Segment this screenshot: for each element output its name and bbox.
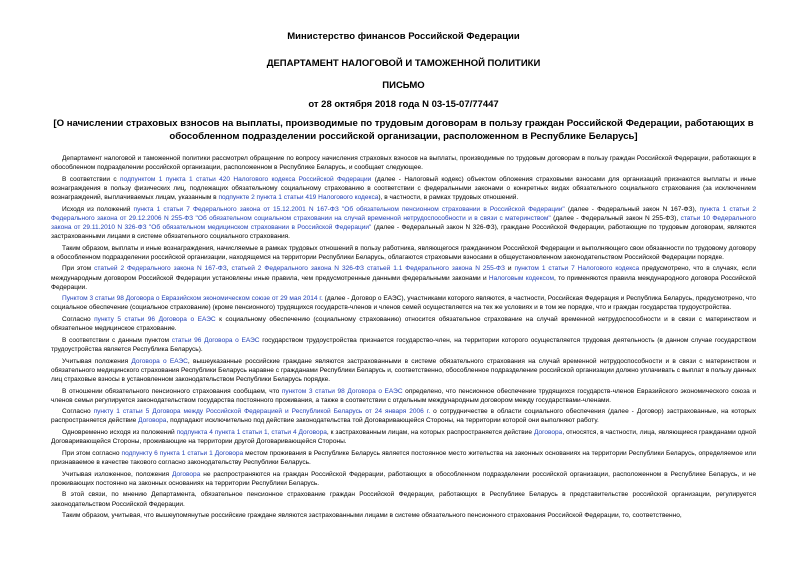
- body-paragraph: [51, 154, 756, 172]
- paragraph-text: Исходя из положений: [62, 205, 134, 213]
- paragraph-text: В соответствии с: [62, 175, 121, 183]
- document-type: ПИСЬМО: [382, 80, 425, 91]
- legal-reference-link[interactable]: Пунктом 3 статьи 98 Договора о Евразийском экономическом союзе от 29 мая 2014 г.: [62, 295, 323, 303]
- document-subject: [О начислении страховых взносов на выплаты, производимые по трудовым договорам в пользу граждан Российской Федерации, работающих в обособленном подразделении российской организации, расположенном в Республике Беларусь]: [53, 118, 754, 142]
- paragraph-text: , то применяются правила международного договора Российской Федерации.: [51, 274, 756, 291]
- paragraph-text: , относятся, в частности, лица, являющиеся гражданами одной Договаривающейся Стороны, проживающие на территории другой Договаривающейся Стороны.: [51, 429, 756, 446]
- document-body: [51, 154, 756, 523]
- paragraph-text: , вышеуказанные российские граждане являются застрахованными в системе обязательного страхования на случай временной нетрудоспособности и в связи с материнством и обязательного медицинского страхования Республики Беларусь наравне с гражданами Республики Беларусь и, соответственно, обособленное подразделение российской организации должно уплачивать с выплат в пользу данных лиц страховые взносы в установленном законодательством Республики Беларусь порядке.: [51, 357, 756, 383]
- paragraph-text: Учитывая положения: [62, 357, 132, 365]
- legal-reference-link[interactable]: статьей 1.1 Федерального закона N 255-ФЗ: [366, 265, 505, 273]
- body-paragraph: [51, 175, 756, 202]
- paragraph-text: государством трудоустройства признается государство-член, на территории которого осуществляется трудовая деятельность (в данном случае государством трудоустройства является Республика Беларусь).: [51, 336, 756, 353]
- legal-reference-link[interactable]: пунктом 1 статьи 7 Налогового кодекса: [514, 265, 640, 273]
- body-paragraph: [51, 470, 756, 488]
- paragraph-text: Согласно: [62, 408, 94, 416]
- body-paragraph: [51, 264, 756, 291]
- paragraph-text: Таким образом, выплаты и иные вознаграждения, начисляемые в рамках трудовых отношений в пользу работника, являющегося гражданином Российской Федерации и выполняющего свои обязанности по трудовому договору в обособленном подразделении российской организации, находящемся на территории Республики Беларусь, облагаются страховыми взносами в общеустановленном законодательством Российской Федерации порядке.: [51, 244, 756, 261]
- paragraph-text: Департамент налоговой и таможенной политики рассмотрел обращение по вопросу начисления страховых взносов на выплаты, производимые по трудовым договорам в пользу граждан Российской Федерации, работающих в обособленном подразделении российской организации, расположенном в Республике Беларусь, и сообщает следующее.: [51, 155, 756, 172]
- legal-reference-link[interactable]: статьей 2 Федерального закона N 167-ФЗ: [94, 265, 227, 273]
- paragraph-text: Одновременно исходя из положений: [62, 429, 177, 437]
- paragraph-text: предусмотрено, что в случаях, если международным договором Российской Федерации установлены иные правила, чем предусмотренные данными федеральными законами и: [51, 265, 756, 282]
- legal-reference-link[interactable]: пункта 1 статьи 7 Федерального закона от 15.12.2001 N 167-ФЗ "Об обязательном пенсионном страховании в Российской Федерации": [133, 205, 565, 213]
- legal-reference-link[interactable]: подпункту 6 пункта 1 статьи 1 Договора: [121, 449, 244, 457]
- body-paragraph: [51, 336, 756, 354]
- paragraph-text: Согласно: [62, 316, 95, 324]
- body-paragraph: [51, 511, 756, 520]
- legal-reference-link[interactable]: статьи 10 Федерального закона от 29.11.2010 N 326-ФЗ "Об обязательном медицинском страховании в Российской Федерации": [51, 214, 757, 231]
- legal-reference-link[interactable]: пункту 5 статьи 96 Договора о ЕАЭС: [94, 316, 216, 324]
- body-paragraph: [51, 357, 756, 384]
- paragraph-text: местом проживания в Республике Беларусь является постоянное место жительства на законных основаниях на территории Республики Беларусь, определяемое или признаваемое в качестве такового согласно законодательству Республики Беларусь.: [51, 449, 756, 466]
- paragraph-text: не распространяются на граждан Российской Федерации, работающих в обособленном подразделении российской организации, расположенном в Республике Беларусь, и не проживающих постоянно на законных основаниях на территории Республики Беларусь.: [51, 470, 756, 487]
- paragraph-text: В соответствии с данным пунктом: [62, 336, 172, 344]
- paragraph-text: , к застрахованным лицам, на которых распространяется действие: [326, 429, 534, 437]
- body-paragraph: [51, 449, 756, 467]
- legal-reference-link[interactable]: Налоговым кодексом: [488, 274, 555, 282]
- legal-reference-link[interactable]: пункта 1 статьи 2 Федерального закона от 29.12.2006 N 255-ФЗ "Об обязательном социальном страховании на случай временной нетрудоспособности и в связи с материнством": [51, 205, 756, 222]
- paragraph-text: Учитывая изложенное, положения: [62, 470, 172, 478]
- document-date-number: от 28 октября 2018 года N 03-15-07/77447: [308, 99, 499, 110]
- legal-reference-link[interactable]: подпункта 4 пункта 1 статьи 1, статьи 4 Договора: [176, 429, 327, 437]
- legal-reference-link[interactable]: статьей 2 Федерального закона N 326-ФЗ: [231, 265, 364, 273]
- paragraph-text: В отношении обязательного пенсионного страхования сообщаем, что: [62, 387, 282, 395]
- body-paragraph: [51, 205, 756, 241]
- body-paragraph: [51, 387, 756, 405]
- paragraph-text: При этом согласно: [62, 449, 122, 457]
- paragraph-text: (далее - Федеральный закон N 326-ФЗ), граждане Российской Федерации, работающие по трудовым договорам, являются застрахованными лицами в системе обязательного социального страхования.: [51, 223, 756, 240]
- body-paragraph: [51, 294, 756, 312]
- legal-reference-link[interactable]: Договора: [171, 470, 201, 478]
- paragraph-text: ), в частности, в рамках трудовых отношений.: [378, 193, 519, 201]
- paragraph-text: ,: [226, 265, 232, 273]
- legal-reference-link[interactable]: подпунктом 1 пункта 1 статьи 420 Налогового кодекса Российской Федерации: [120, 175, 372, 183]
- body-paragraph: [51, 490, 756, 508]
- paragraph-text: определено, что пенсионное обеспечение трудящихся государств-членов Евразийского экономического союза и членов семьи регулируется законодательством государства постоянного проживания, а также в соответствии с отдельным международным договором между государствами-членами.: [51, 387, 756, 404]
- paragraph-text: (далее - Налоговый кодекс) объектом обложения страховыми взносами для организаций признаются выплаты и иные вознаграждения в пользу физических лиц, подлежащих обязательному социальному страхованию в соответствии с федеральными законами о конкретных видах обязательного социального страхования (за исключением вознаграждений, выплачиваемых лицам, указанным в: [51, 175, 756, 201]
- body-paragraph: [51, 428, 756, 446]
- legal-reference-link[interactable]: подпункте 2 пункта 1 статьи 419 Налогового кодекса: [218, 193, 379, 201]
- body-paragraph: [51, 315, 756, 333]
- legal-reference-link[interactable]: Договора: [138, 417, 167, 425]
- body-paragraph: [51, 244, 756, 262]
- paragraph-text: и: [504, 265, 515, 273]
- legal-reference-link[interactable]: Договора: [533, 429, 563, 437]
- legal-reference-link[interactable]: пункту 1 статьи 5 Договора между Российской Федерацией и Республикой Беларусь от 24 января 2006 г.: [93, 408, 431, 416]
- paragraph-text: о сотрудничестве в области социального обеспечения (далее - Договор) застрахованные, на которых распространяется действие: [51, 408, 756, 425]
- paragraph-text: к социальному обеспечению (социальному страхованию) относится обязательное страхование на случай временной нетрудоспособности и в связи с материнством и обязательное медицинское страхование.: [51, 316, 756, 333]
- paragraph-text: При этом: [62, 265, 95, 273]
- legal-reference-link[interactable]: Договора о ЕАЭС: [131, 357, 188, 365]
- body-paragraph: [51, 407, 756, 425]
- legal-reference-link[interactable]: статьи 96 Договора о ЕАЭС: [171, 336, 260, 344]
- department-name: ДЕПАРТАМЕНТ НАЛОГОВОЙ И ТАМОЖЕННОЙ ПОЛИТИКИ: [266, 58, 541, 69]
- ministry-name: Министерство финансов Российской Федерации: [287, 31, 520, 42]
- paragraph-text: В этой связи, по мнению Департамента, обязательное пенсионное страхование граждан Российской Федерации, работающих в Республике Беларусь в представительстве российской организации, регулируется законодательством Российской Федерации.: [51, 491, 756, 508]
- paragraph-text: (далее - Договор о ЕАЭС), участниками которого являются, в частности, Российская Федерация и Республика Беларусь, предусмотрено, что социальное обеспечение (социальное страхование) (кроме пенсионного) трудящихся государств-членов и членов семей осуществляется на тех же условиях и в том же порядке, что и граждан государства трудоустройства.: [51, 295, 756, 312]
- paragraph-text: (далее - Федеральный закон N 167-ФЗ),: [564, 205, 700, 213]
- paragraph-text: , подпадают исключительно под действие законодательства той Договаривающейся Стороны, на территории которой они выполняют работу.: [166, 417, 599, 425]
- legal-reference-link[interactable]: пунктом 3 статьи 98 Договора о ЕАЭС: [281, 387, 403, 395]
- paragraph-text: (далее - Федеральный закон N 255-ФЗ),: [550, 214, 681, 222]
- paragraph-text: Таким образом, учитывая, что вышеупомянутые российские граждане являются застрахованными лицами в системе обязательного пенсионного страхования Российской Федерации, то, соответственно,: [62, 512, 682, 520]
